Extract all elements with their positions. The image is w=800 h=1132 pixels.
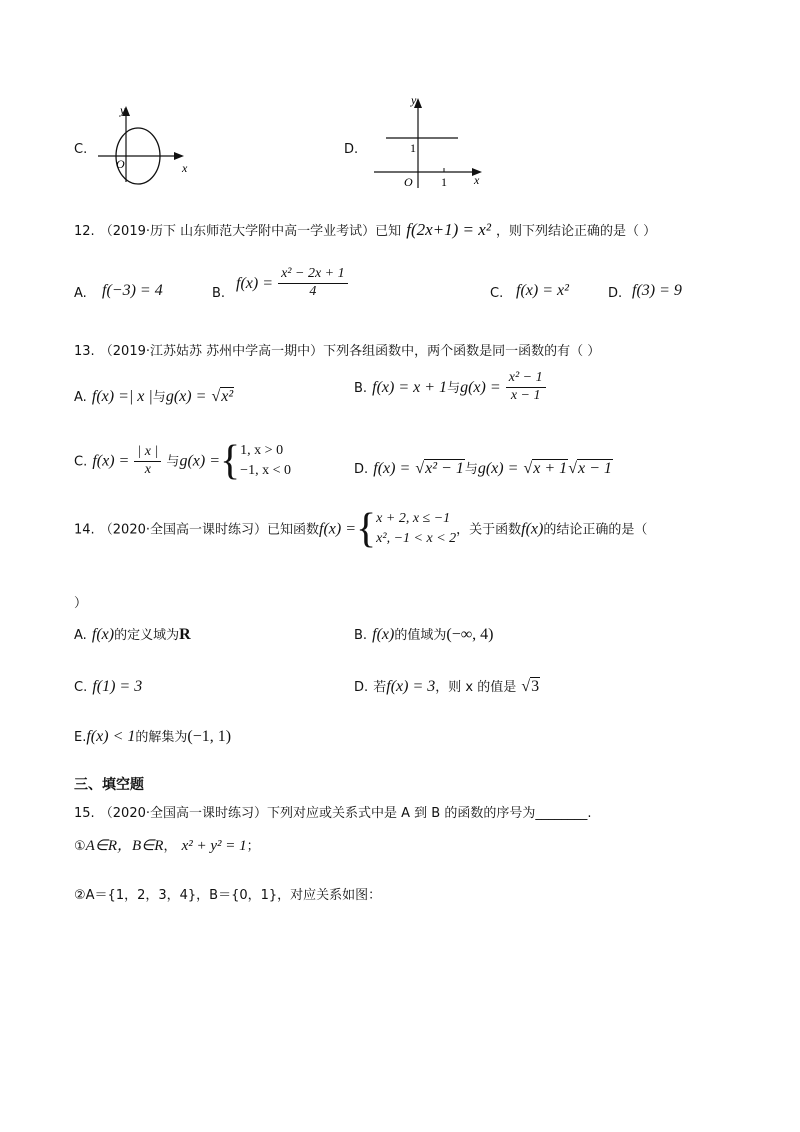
q13-b-f: f(x) = x + 1	[372, 378, 448, 396]
q13-c-brace: {	[220, 438, 241, 484]
q13-option-a	[74, 386, 234, 406]
q14-d-text: ，则 x 的值是	[435, 680, 517, 695]
graph-d-y-tick: 1	[410, 141, 416, 155]
q14-c-math: f(1) = 3	[92, 678, 143, 695]
q14-c-label: C.	[74, 680, 88, 695]
q12-condition: f(2x+1) = x²	[406, 220, 491, 239]
q15-text: （2020·全国高一课时练习）下列对应或关系式中是 A 到 B 的函数的序号为________.	[99, 806, 592, 821]
q12-tail: ，则下列结论正确的是（ ）	[496, 224, 657, 239]
q14-number: 14.	[74, 522, 95, 538]
q14-d-label: D.	[354, 680, 369, 695]
q12-option-d-label: D.	[608, 286, 623, 301]
q13-a-and: 与	[152, 390, 166, 405]
q12-b-fraction	[278, 266, 348, 301]
q13-c-and: 与	[166, 454, 180, 470]
q13-c-case1: 1, x > 0	[240, 443, 284, 459]
q13-d-sqrt2: √x + 1√x − 1	[523, 460, 612, 477]
q14-case1: x + 2, x ≤ −1	[376, 511, 451, 527]
q13-c-g: g(x) =	[179, 452, 220, 470]
q14-tail: 的结论正确的是（	[543, 522, 648, 538]
q13-option-b	[354, 370, 546, 405]
q14-b-text: 的值域为	[394, 628, 447, 643]
q13-c-case2: −1, x < 0	[240, 463, 291, 478]
q14-case2: x², −1 < x < 2	[376, 531, 457, 546]
q12-option-c-label: C.	[490, 286, 504, 301]
q12-source: （2019·历下 山东师范大学附中高一学业考试）已知	[99, 224, 402, 239]
q14-option-e	[74, 726, 231, 746]
q13-b-and: 与	[447, 380, 461, 396]
q13-d-and: 与	[464, 462, 478, 477]
q14-cases	[376, 509, 456, 548]
q13-c-numerator: | x |	[134, 444, 161, 462]
q15-item1-sets: A∈R，B∈R	[85, 838, 164, 854]
q15-number: 15.	[74, 806, 95, 821]
graph-d-constant	[368, 92, 498, 192]
q12-b-denominator: 4	[309, 283, 317, 299]
question-12	[74, 220, 656, 240]
graph-c-x-label: x	[182, 161, 188, 175]
q13-b-fraction	[506, 370, 546, 405]
q13-number: 13.	[74, 344, 95, 359]
q15-item1-mark: ①	[74, 839, 86, 854]
q13-option-c	[74, 440, 291, 482]
graph-c-y-label: y	[120, 103, 126, 117]
section-title: 三、填空题	[74, 777, 144, 793]
graph-d-x-label: x	[474, 173, 480, 187]
graph-c-circle	[94, 100, 194, 190]
q12-b-lhs: f(x) =	[236, 274, 273, 292]
q13-d-g: g(x) =	[477, 460, 519, 477]
q13-text: （2019·江苏姑苏 苏州中学高一期中）下列各组函数中，两个函数是同一函数的有（ ）	[99, 344, 601, 359]
q15-item-2: ②A＝{1，2，3，4}，B＝{0，1}，对应关系如图：	[74, 888, 382, 903]
q12-option-c: f(x) = x²	[516, 282, 569, 299]
q14-option-d	[354, 676, 540, 696]
q14-a-set: R	[179, 626, 191, 643]
q13-c-f: f(x) =	[92, 452, 130, 470]
q14-e-label: E.	[74, 730, 87, 745]
q12-option-b-label: B.	[212, 286, 226, 301]
q13-d-sqrt1: √x² − 1	[415, 460, 464, 477]
q14-close-paren: ）	[74, 596, 88, 611]
q13-c-fraction	[134, 444, 161, 479]
q15-item1-eq: x² + y² = 1	[181, 838, 247, 854]
question-13	[74, 340, 600, 359]
graph-d-x-tick: 1	[441, 175, 447, 189]
q13-c-cases	[240, 441, 291, 480]
q15-item1-sep: ，	[163, 839, 177, 854]
q13-b-denominator: x − 1	[510, 387, 541, 403]
q14-d-math: f(x) = 3	[386, 678, 436, 695]
q13-d-label: D.	[354, 462, 369, 477]
q14-f-lhs: f(x) =	[319, 520, 356, 538]
q13-b-g: g(x) =	[460, 378, 501, 396]
q13-a-g: g(x) =	[165, 388, 207, 405]
q13-c-label: C.	[74, 454, 88, 470]
graph-d-origin: O	[404, 175, 413, 189]
q13-b-numerator: x² − 1	[506, 370, 546, 388]
q13-a-sqrt: √x²	[211, 388, 234, 405]
q14-mid: ，关于函数	[456, 522, 522, 538]
q14-e-text: 的解集为	[135, 730, 188, 745]
q12-option-a-label: A.	[74, 286, 87, 301]
q13-c-denominator: x	[144, 461, 151, 477]
q15-item-1	[74, 834, 260, 855]
q14-a-label: A.	[74, 628, 87, 643]
q12-option-b	[236, 266, 348, 301]
q14-b-label: B.	[354, 628, 368, 643]
question-15	[74, 802, 591, 821]
q13-d-f: f(x) =	[373, 460, 411, 477]
graph-d-y-label: y	[411, 93, 417, 107]
q13-b-label: B.	[354, 380, 368, 396]
q14-a-math: f(x)	[91, 626, 115, 643]
q14-brace: {	[356, 506, 377, 552]
q14-d-sqrt: √3	[521, 678, 540, 695]
q12-number: 12.	[74, 224, 95, 239]
graph-c-x-arrow	[174, 152, 184, 160]
q13-a-label: A.	[74, 390, 87, 405]
q12-option-d: f(3) = 9	[632, 282, 682, 299]
q14-option-b	[354, 624, 493, 644]
q14-a-text: 的定义域为	[114, 628, 180, 643]
q14-fx: f(x)	[521, 520, 544, 538]
q15-item1-end: ；	[246, 839, 260, 854]
q14-option-c	[74, 676, 142, 696]
q14-e-math: f(x) < 1	[86, 728, 136, 745]
q13-option-d	[354, 458, 613, 478]
option-d-label: D.	[344, 142, 359, 157]
q14-e-set: (−1, 1)	[187, 728, 232, 745]
q12-b-numerator: x² − 2x + 1	[278, 266, 348, 284]
q14-option-a	[74, 624, 191, 644]
q14-b-set: (−∞, 4)	[446, 626, 494, 643]
question-14	[74, 508, 647, 550]
option-c-label: C.	[74, 142, 88, 157]
graph-c-origin: O	[116, 157, 125, 171]
q13-a-f: f(x) =| x |	[91, 388, 153, 405]
q12-option-a: f(−3) = 4	[102, 282, 163, 299]
q14-d-pre: 若	[373, 680, 387, 695]
q14-source: （2020·全国高一课时练习）已知函数	[99, 522, 319, 538]
q14-b-math: f(x)	[372, 626, 395, 643]
